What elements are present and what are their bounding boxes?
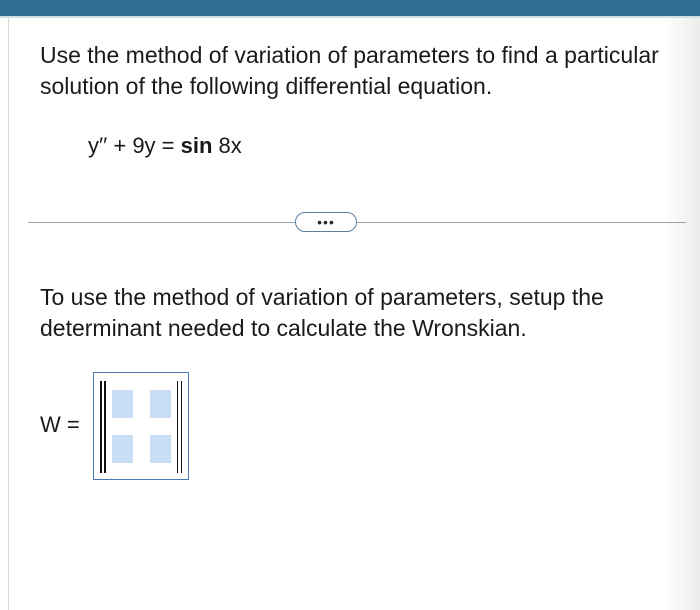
- question-prompt: Use the method of variation of parameters to find a particular solution of the following differential equation.: [40, 42, 659, 99]
- wronskian-label: W =: [40, 412, 80, 437]
- determinant-left-bar: [100, 381, 102, 473]
- equation-lhs: y′′ + 9y =: [88, 133, 181, 158]
- determinant-right-bar: [177, 381, 179, 473]
- determinant-cell-r2c1[interactable]: [112, 435, 133, 463]
- determinant-cell-r1c2[interactable]: [150, 390, 171, 418]
- section-divider: [28, 222, 686, 223]
- determinant-cell-r2c2[interactable]: [150, 435, 171, 463]
- header-bar: [0, 0, 700, 16]
- expand-details-button[interactable]: •••: [295, 212, 357, 232]
- differential-equation: [88, 132, 242, 160]
- equation-argument: 8x: [212, 133, 242, 158]
- header-bar-edge: [0, 16, 700, 18]
- step-instruction: To use the method of variation of parameters, setup the determinant needed to calculate the Wronskian.: [40, 284, 604, 341]
- left-rule: [8, 18, 9, 610]
- determinant-right-bar: [181, 381, 183, 473]
- determinant-left-bar: [104, 381, 106, 473]
- equation-function: sin: [180, 133, 213, 158]
- wronskian-determinant: [93, 372, 189, 480]
- determinant-cell-r1c1[interactable]: [112, 390, 133, 418]
